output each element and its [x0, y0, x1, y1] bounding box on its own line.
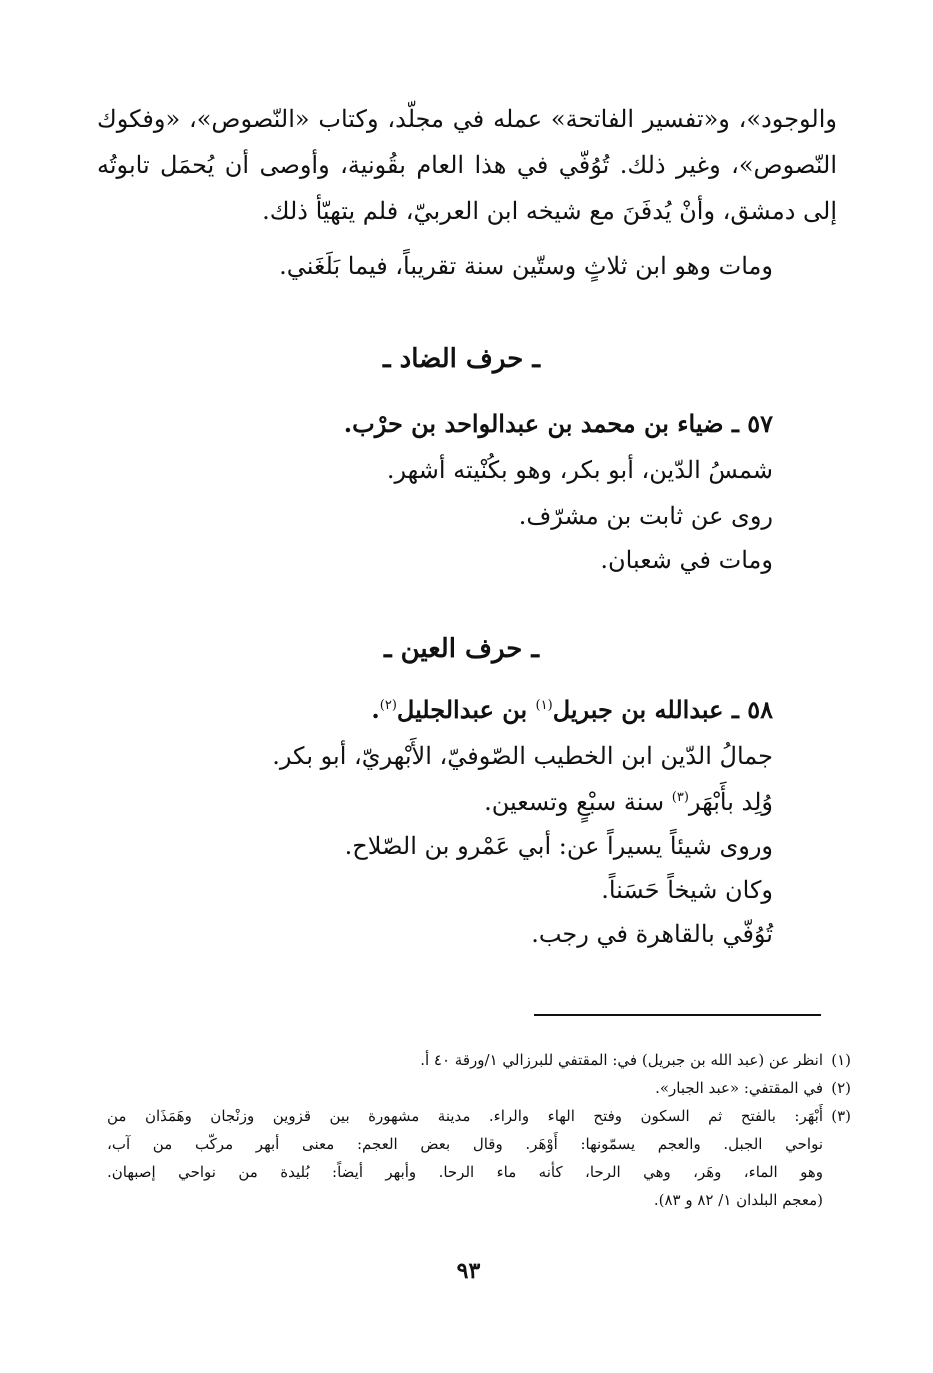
entry-58-name: ٥٨ ـ عبدالله بن جبريل [552, 695, 773, 724]
page-number [0, 1258, 933, 1284]
entry-58-text: وُلِد بأَبْهَر [688, 788, 773, 816]
footnotes [107, 1046, 851, 1214]
entry-57-line: شمسُ الدّين، أبو بكر، وهو بكُنْيته أشهر. [386, 456, 773, 484]
entry-58-text: سنة سبْعٍ وتسعين. [484, 788, 672, 816]
entry-58-line: تُوُفّي بالقاهرة في رجب. [531, 920, 773, 948]
footnote-ref[interactable]: (١) [535, 698, 553, 713]
footnote-ref[interactable]: (٣) [671, 790, 689, 805]
entry-57-title: ٥٧ ـ ضياء بن محمد بن عبدالواحد بن حرْب. [343, 409, 773, 438]
footnote-number: (٢) [831, 1079, 851, 1097]
footnote-text: نواحي الجبل. والعجم يسمّونها: أَوْهَر. وقال بعض العجم: معنى أبهر مركّب من آب، [107, 1135, 823, 1153]
footnote-text: في المقتفي: «عبد الجبار». [655, 1079, 823, 1097]
footnote-text: انظر عن (عبد الله بن جبريل) في: المقتفي للبرزالي ١/ورقة ٤٠ أ. [420, 1051, 823, 1069]
footnote-text: وهو الماء، وهَر، وهي الرحا، كأنه ماء الرحا. وأبهر أيضاً: بُليدة من نواحي إصبهان. [107, 1163, 823, 1181]
footnote-divider [534, 1014, 821, 1016]
footnote-number: (٣) [831, 1107, 851, 1125]
footnote-text: (معجم البلدان ١/ ٨٢ و ٨٣). [653, 1191, 823, 1209]
entry-58-line: جمالُ الدّين ابن الخطيب الصّوفيّ، الأَبْهريّ، أبو بكر. [272, 742, 773, 770]
section-heading-text: ـ حرف العين ـ [383, 634, 540, 664]
entry-58-line [484, 782, 773, 822]
entry-58-end: . [371, 695, 380, 724]
entry-58-line: وروى شيئاً يسيراً عن: أبي عَمْرو بن الصّلاح. [344, 832, 773, 860]
entry-58-name: بن عبدالجليل [396, 695, 536, 724]
entry-58-line: وكان شيخاً حَسَناً. [601, 876, 773, 904]
entry-58-title [371, 690, 773, 730]
intro-paragraph [97, 96, 837, 234]
section-heading-ain [0, 634, 933, 664]
section-heading-dad [0, 344, 933, 374]
section-heading-text: ـ حرف الضاد ـ [383, 344, 540, 374]
footnote-number: (١) [831, 1051, 851, 1069]
footnote-1 [107, 1046, 851, 1074]
intro-line: والوجود»، و«تفسير الفاتحة» عمله في مجلّد، وكتاب «النّصوص»، «وفكوك [97, 105, 837, 133]
intro-line: إلى دمشق، وأنْ يُدفَنَ مع شيخه ابن العربيّ، فلم يتهيّأ ذلك. [262, 197, 837, 225]
intro-line: النّصوص»، وغير ذلك. تُوُفّي في هذا العام بقُونية، وأوصى أن يُحمَل تابوتُه [97, 151, 837, 179]
entry-57-line: ومات في شعبان. [600, 546, 773, 574]
footnote-text: أَبْهَر: بالفتح ثم السكون وفتح الهاء والراء. مدينة مشهورة بين قزوين وزنْجان وهَمَذَان من [107, 1107, 823, 1125]
footnote-3 [107, 1102, 851, 1214]
page-number-text: ٩٣ [456, 1258, 481, 1284]
footnote-ref[interactable]: (٢) [379, 698, 397, 713]
intro-death-line: ومات وهو ابن ثلاثٍ وستّين سنة تقريباً، فيما بَلَغَني. [279, 252, 773, 280]
entry-57-line: روى عن ثابت بن مشرّف. [518, 502, 773, 530]
footnote-2 [107, 1074, 851, 1102]
